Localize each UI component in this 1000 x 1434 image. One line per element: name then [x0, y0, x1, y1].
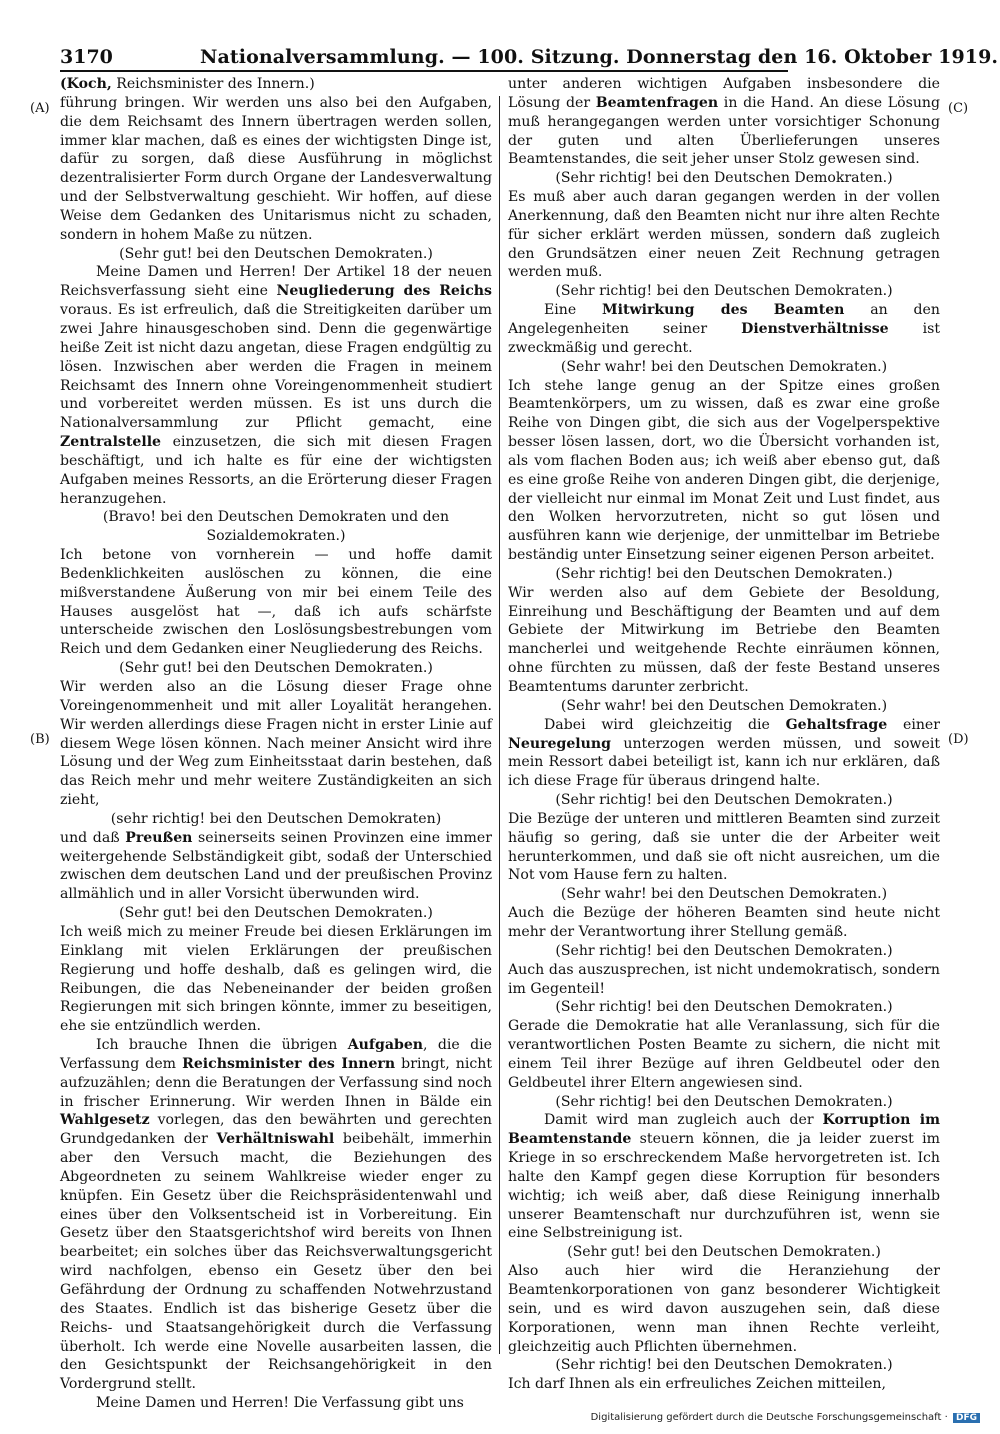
paragraph: Ich betone von vornherein — und hoffe damit Bedenklichkeiten auslöschen zu können, die eine mißverstandene Äußerung von mir bei einem Teile des Hauses ausgelöst hat —, daß ich aufs schärfste unterscheide zwischen den Loslösungsbestrebungen vom Reich und dem Gedanken einer Neugliederung des Reichs. [60, 547, 492, 658]
margin-marker-c: (C) [948, 101, 969, 116]
paragraph: Wir werden also auf dem Gebiete der Besoldung, Einreihung und Beschäftigung der Beamten und auf dem Gebiete der Mitwirkung im Betriebe den Beamten mancherlei und weitgehende Rechte einräumen können, ohne fürchten zu müssen, daß der feste Bestand unseres Beamtentums darunter zerbricht. [508, 584, 940, 695]
paragraph: Meine Damen und Herren! Der Artikel 18 der neuen Reichsverfassung sieht eine Neugliederung des Reichs voraus. Es ist erfreulich, daß die Streitigkeiten darüber um zwei Jahre hinausgeschoben sind. Denn die gegenwärtige heiße Zeit ist nicht dazu angetan, diese Fragen endgültig zu lösen. Inzwischen aber werden die Fragen in meinem Reichsamt des Innern ohne Voreingenommenheit studiert und vorbereitet werden müssen. Es ist uns durch die Nationalversammlung zur Pflicht gemacht, eine Zentralstelle einzusetzen, die sich mit diesen Fragen beschäftigt, und ich halte es für eine der wichtigsten Aufgaben meines Ressorts, an die Erörterung dieser Fragen heranzugehen. [60, 264, 492, 507]
reaction: (Sehr richtig! bei den Deutschen Demokraten.) [555, 942, 893, 959]
reaction: Sozialdemokraten.) [206, 528, 346, 545]
reaction: (sehr richtig! bei den Deutschen Demokraten) [110, 810, 442, 827]
speaker-name: (Koch, [60, 76, 112, 92]
reaction: (Sehr richtig! bei den Deutschen Demokraten.) [555, 283, 893, 300]
paragraph: Die Bezüge der unteren und mittleren Beamten sind zurzeit häufig so gering, daß sie unter die der Arbeiter weit herunterkommen, und daß sie oft nicht ausreichen, um die Not vom Hause fern zu halten. [508, 810, 940, 884]
paragraph: Wir werden also an die Lösung dieser Frage ohne Voreingenommenheit und mit aller Loyalität herangehen. Wir werden allerdings diese Fragen nicht in erster Linie auf diesem Wege lösen können. Nach meiner Ansicht wird ihre Lösung und der Weg zum Einheitsstaat darin bestehen, daß das Reich mehr und mehr weitere Zuständigkeiten an sich zieht, [60, 679, 492, 809]
reaction: (Bravo! bei den Deutschen Demokraten und den [102, 509, 450, 526]
paragraph: Ich weiß mich zu meiner Freude bei diesen Erklärungen im Einklang mit vielen Erklärungen der preußischen Regierung und hoffe deshalb, daß es gelingen wird, die Reibungen, die das Nebeneinander der beiden großen Regierungen mit sich bringen könnte, immer zu beseitigen, ehe sie entzündlich werden. [60, 923, 492, 1035]
running-title: Nationalversammlung. — 100. Sitzung. Donnerstag den 16. Oktober 1919. [200, 46, 999, 68]
paragraph: Damit wird man zugleich auch der Korruption im Beamtenstande steuern können, die ja leider zuerst im Kriege in so erschreckendem Maße hervorgetreten ist. Ich halte den Kampf gegen diese Korruption für besonders wichtig; ich weiß aber, daß diese Reinigung innerhalb unserer Beamtenschaft nur durchzuführen ist, wenn sie eine Selbstreinigung ist. [508, 1112, 940, 1242]
reaction: (Sehr wahr! bei den Deutschen Demokraten.) [560, 358, 888, 375]
paragraph: Auch die Bezüge der höheren Beamten sind heute nicht mehr der Verantwortung ihrer Stellung gemäß. [508, 905, 940, 940]
dfg-logo: DFG [953, 1413, 980, 1423]
reaction: (Sehr richtig! bei den Deutschen Demokraten.) [555, 999, 893, 1016]
reaction: (Sehr richtig! bei den Deutschen Demokraten.) [555, 170, 893, 187]
speaker-role: Reichsminister des Innern.) [111, 76, 315, 92]
paragraph: Also auch hier wird die Heranziehung der Beamtenkorporationen von ganz besonderer Wichtigkeit sein, und es wird davon auszugehen sein, daß diese Korporationen, wenn man ihnen Rechte verleiht, gleichzeitig auch Pflichten übernehmen. [508, 1263, 940, 1355]
paragraph: Ich darf Ihnen als ein erfreuliches Zeichen mitteilen, [508, 1376, 886, 1393]
footer-separator: · [941, 1412, 951, 1423]
paragraph: Meine Damen und Herren! Die Verfassung gibt uns [96, 1395, 464, 1412]
paragraph: Ich brauche Ihnen die übrigen Aufgaben, die die Verfassung dem Reichsminister des Innern bringt, nicht aufzuzählen; denn die Beratungen der Verfassung sind noch in frischer Erinnerung. Wir werden Ihnen in Bälde ein Wahlgesetz vorlegen, das den bewährten und gerechten Grundgedanken der Verhältniswahl beibehält, immerhin aber den Versuch macht, die Beziehungen des Abgeordneten zu seinem Wahlkreise wieder enger zu knüpfen. Ein Gesetz über die Reichspräsidentenwahl und eines über den Volksentscheid ist in Vorbereitung. Ein Gesetz über den Staatsgerichtshof wird bereits von Ihnen bearbeitet; ein solches über das Reichsverwaltungsgericht wird nachfolgen, ebenso ein Gesetz über den bei Gefährdung der Ordnung zu schaffenden Notwehrzustand des Staates. Endlich ist das bisherige Gesetz über die Reichs- und Staatsangehörigkeit durch die Verfassung überholt. Ich werde eine Novelle ausarbeiten lassen, die den Gesichtspunkt der Reichsangehörigkeit in den Vordergrund stellt. [60, 1037, 493, 1393]
margin-marker-b: (B) [30, 732, 50, 747]
reaction: (Sehr richtig! bei den Deutschen Demokraten.) [555, 792, 893, 809]
digitization-footer [591, 1412, 980, 1423]
paragraph: Gerade die Demokratie hat alle Veranlassung, sich für die verantwortlichen Posten Beamte zu sichern, die nicht mit einem Teil ihrer Bezüge auf ihren Geldbeutel oder den Geldbeutel ihrer Eltern angewiesen sind. [508, 1018, 940, 1091]
paragraph: Es muß aber auch daran gegangen werden in der vollen Anerkennung, daß den Beamten nicht nur ihre alten Rechte für sicher erklärt werden müssen, sondern daß zugleich den Grundsätzen einer neuen Zeit Rechnung getragen werden muß. [508, 189, 940, 281]
left-column [60, 75, 492, 1413]
speaker-line [60, 75, 492, 94]
reaction: (Sehr wahr! bei den Deutschen Demokraten.) [560, 697, 888, 714]
header-rule [60, 70, 788, 72]
paragraph: und daß Preußen seinerseits seinen Provinzen eine immer weitergehende Selbständigkeit gibt, sodaß der Unterschied zwischen dem deutschen Land und der preußischen Provinz allmählich und in aller Vorsicht überwunden wird. [60, 829, 492, 903]
margin-marker-a: (A) [30, 101, 50, 116]
footer-text: Digitalisierung gefördert durch die Deutsche Forschungsgemeinschaft [590, 1412, 942, 1423]
reaction: (Sehr gut! bei den Deutschen Demokraten.) [567, 1244, 881, 1261]
paragraph: Dabei wird gleichzeitig die Gehaltsfrage einer Neuregelung unterzogen werden müssen, und soweit mein Ressort dabei beteiligt ist, kann ich nur erklären, daß ich diese Frage für überaus dringend halte. [508, 716, 940, 790]
right-column [508, 75, 940, 1394]
column-divider [499, 96, 500, 1354]
paragraph: unter anderen wichtigen Aufgaben insbesondere die Lösung der Beamtenfragen in die Hand. An diese Lösung muß herangegangen werden unter vorsichtiger Schonung der guten und alten Überlieferungen unseres Beamtenstandes, die seit jeher unser Stolz gewesen sind. [508, 76, 940, 168]
reaction: (Sehr richtig! bei den Deutschen Demokraten.) [555, 565, 893, 582]
reaction: (Sehr gut! bei den Deutschen Demokraten.) [119, 245, 433, 262]
reaction: (Sehr richtig! bei den Deutschen Demokraten.) [555, 1357, 893, 1374]
page-number: 3170 [60, 46, 113, 68]
paragraph: Ich stehe lange genug an der Spitze eines großen Beamtenkörpers, um zu wissen, daß es zwar eine große Reihe von Dingen gibt, die sich aus der Vogelperspektive besser lösen lassen, dort, wo die Übersicht vorhanden ist, als vom flachen Boden aus; ich weiß aber ebenso gut, daß es eine große Reihe von anderen Dingen gibt, die derjenige, der vielleicht nur einmal im Monat Zeit und Lust findet, aus den Wolken hervorzutreten, nicht so gut lösen und ausführen kann wie derjenige, der unmittelbar im Betriebe beständig unter Einsetzung seiner eigenen Person arbeitet. [508, 377, 940, 564]
margin-marker-d: (D) [948, 732, 969, 747]
paragraph: Eine Mitwirkung des Beamten an den Angelegenheiten seiner Dienstverhältnisse ist zweckmäßig und gerecht. [508, 302, 940, 356]
reaction: (Sehr gut! bei den Deutschen Demokraten.) [119, 660, 433, 677]
reaction: (Sehr gut! bei den Deutschen Demokraten.) [119, 905, 433, 922]
page-header [60, 44, 999, 70]
reaction: (Sehr richtig! bei den Deutschen Demokraten.) [555, 1093, 893, 1110]
reaction: (Sehr wahr! bei den Deutschen Demokraten.) [560, 886, 888, 903]
paragraph: führung bringen. Wir werden uns also bei den Aufgaben, die dem Reichsamt des Innern übertragen werden sollen, immer klar machen, daß es eines der wichtigsten Dinge ist, dafür zu sorgen, daß diese Ausführung in möglichst dezentralisierter Form durch Organe der Landesverwaltung und der Selbstverwaltung geschieht. Wir hoffen, auf diese Weise dem Gedanken des Unitarismus nicht zu schaden, sondern in hohem Maße zu nützen. [60, 94, 492, 243]
paragraph: Auch das auszusprechen, ist nicht undemokratisch, sondern im Gegenteil! [508, 961, 940, 997]
